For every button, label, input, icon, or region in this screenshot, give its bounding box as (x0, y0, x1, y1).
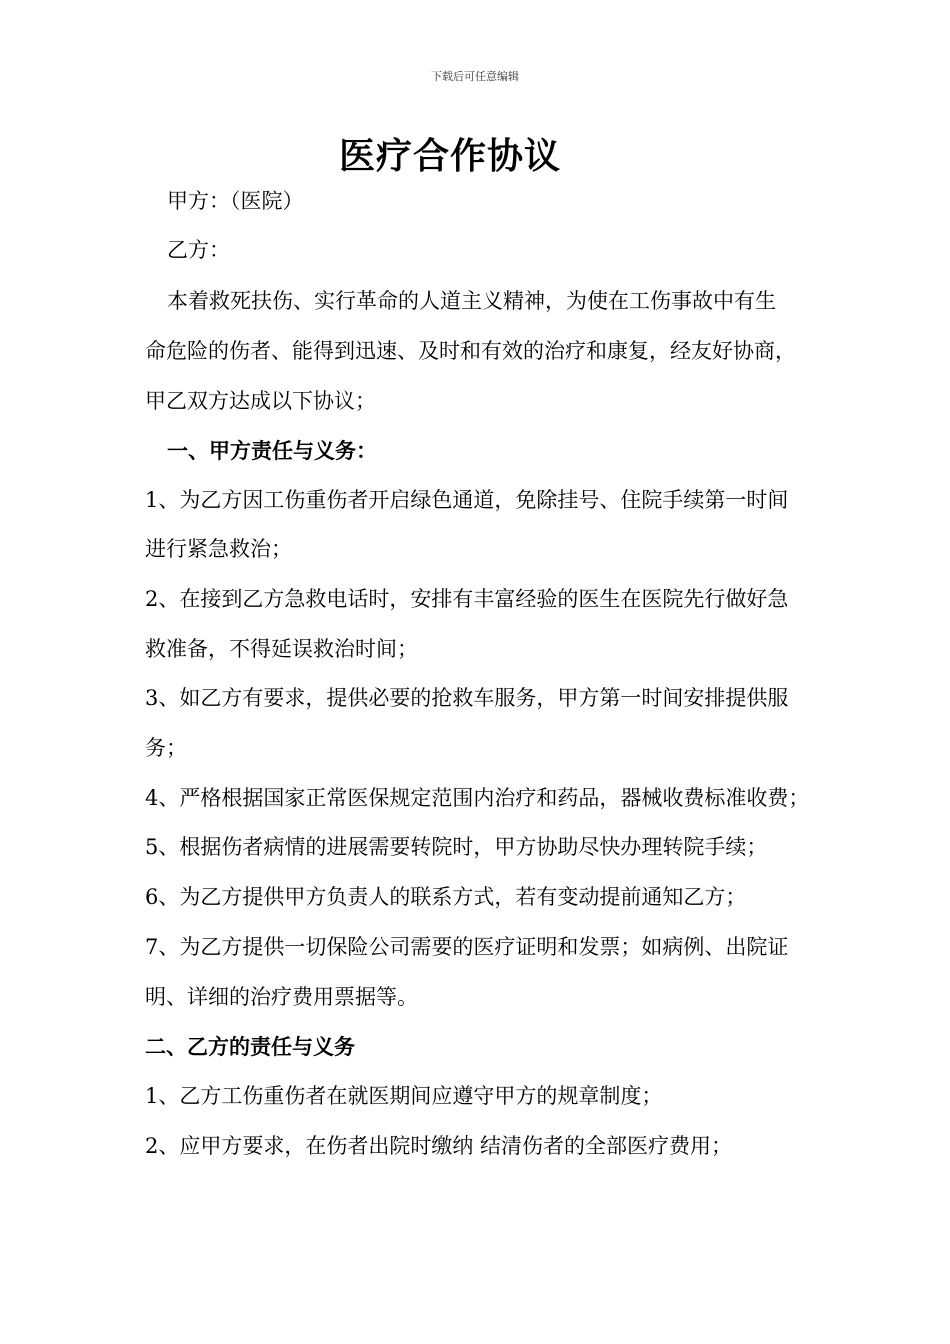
section-1-heading: 一、甲方责任与义务： (167, 438, 377, 463)
section-2-heading: 二、乙方的责任与义务 (145, 1034, 355, 1059)
section-2-line: 1、乙方工伤重伤者在就医期间应遵守甲方的规章制度； (145, 1084, 663, 1108)
intro-line: 命危险的伤者、能得到迅速、及时和有效的治疗和康复，经友好协商， (145, 339, 796, 363)
section-1-line: 进行紧急救治； (145, 537, 292, 561)
section-1-line: 6、为乙方提供甲方负责人的联系方式，若有变动提前通知乙方； (145, 885, 747, 909)
intro-line: 本着救死扶伤、实行革命的人道主义精神，为使在工伤事故中有生 (167, 289, 776, 313)
section-1-line: 5、根据伤者病情的进展需要转院时，甲方协助尽快办理转院手续； (145, 835, 768, 859)
section-1-line: 1、为乙方因工伤重伤者开启绿色通道，免除挂号、住院手续第一时间 (145, 488, 789, 512)
section-1-line: 明、详细的治疗费用票据等。 (145, 985, 418, 1009)
header-note: 下载后可任意编辑 (431, 70, 519, 83)
section-1-line: 救准备，不得延误救治时间； (145, 637, 418, 661)
section-1-line: 3、如乙方有要求，提供必要的抢救车服务，甲方第一时间安排提供服 (145, 686, 789, 710)
intro-line: 甲乙双方达成以下协议； (145, 389, 376, 413)
section-1-line: 4、严格根据国家正常医保规定范围内治疗和药品，器械收费标准收费； (145, 786, 810, 810)
section-1-line: 务； (145, 736, 187, 760)
section-2-line: 2、应甲方要求，在伤者出院时缴纳 结清伤者的全部医疗费用； (145, 1134, 733, 1158)
document-title: 医疗合作协议 (338, 135, 561, 177)
party-b-line: 乙方： (167, 238, 230, 262)
section-1-line: 7、为乙方提供一切保险公司需要的医疗证明和发票；如病例、出院证 (145, 935, 789, 959)
section-1-line: 2、在接到乙方急救电话时，安排有丰富经验的医生在医院先行做好急 (145, 587, 789, 611)
party-a-line: 甲方：（医院） (167, 189, 304, 213)
